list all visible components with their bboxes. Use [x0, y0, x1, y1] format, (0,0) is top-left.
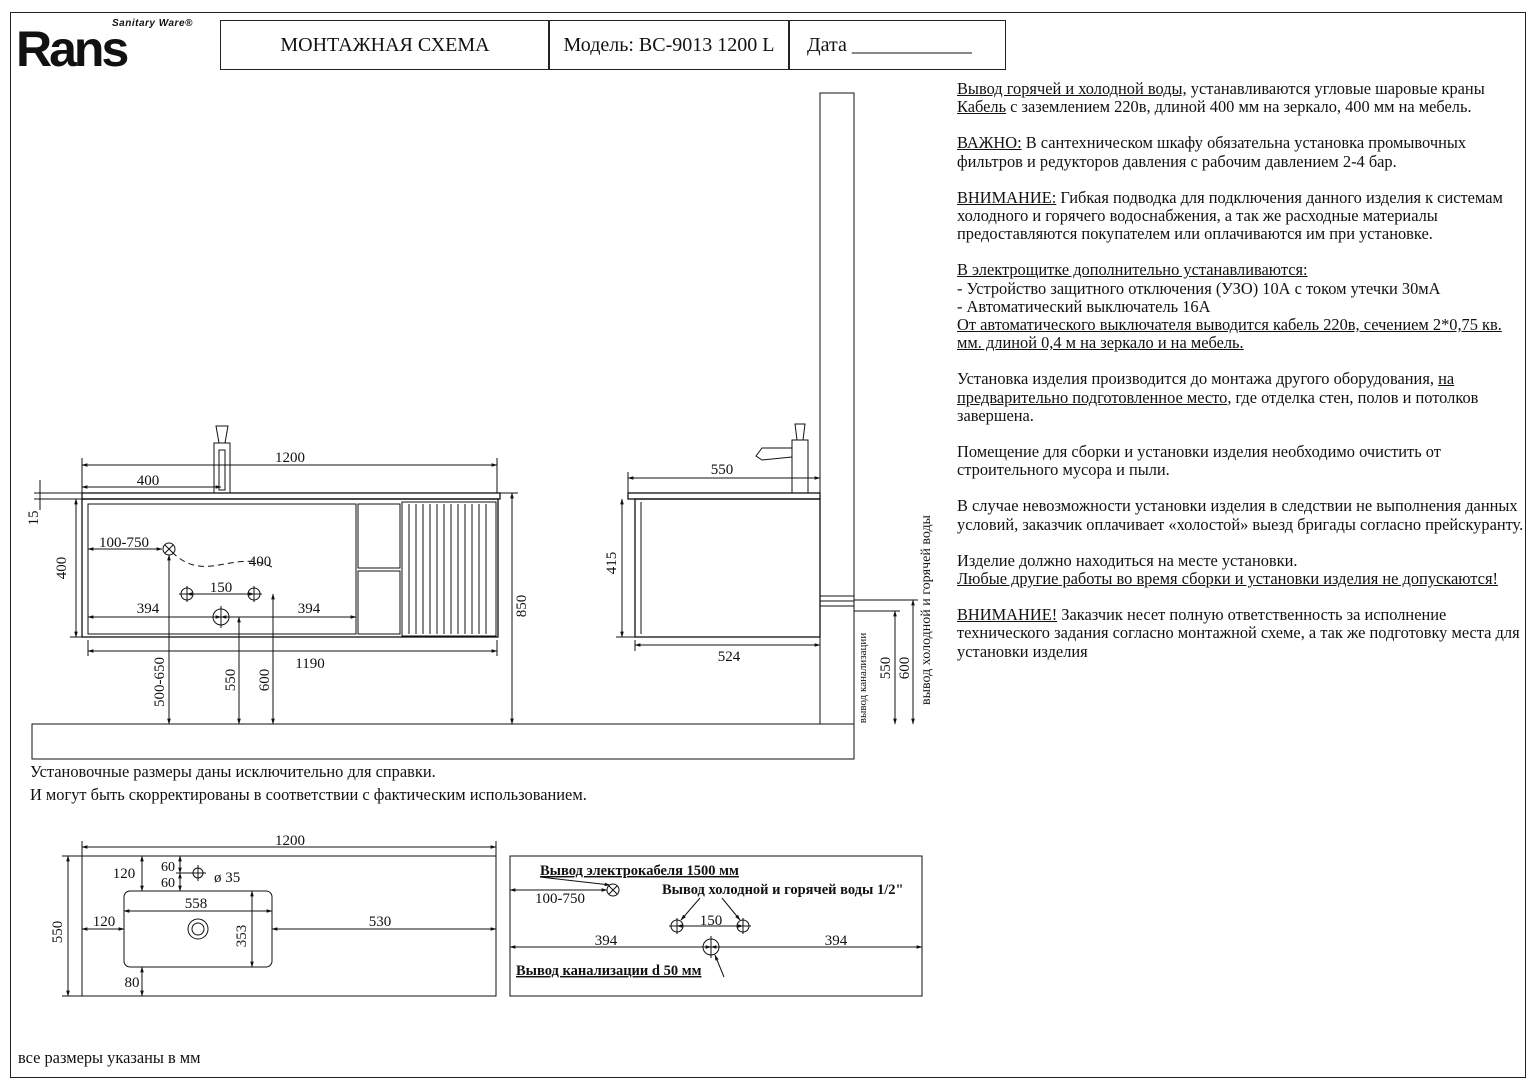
- basin-drain-inner: [192, 923, 204, 935]
- note-cleaning: Помещение для сборки и установки изделия необходимо очистить от строительного мусора и пыли.: [957, 442, 1441, 480]
- basin-drain: [188, 919, 208, 939]
- note-attention-label: ВНИМАНИЕ:: [957, 187, 1057, 207]
- footnote-line-2: И могут быть скорректированы в соответствии с фактическим использованием.: [30, 785, 587, 804]
- dim-top-60b: 60: [161, 876, 175, 891]
- dim-drain-550: 550: [223, 668, 239, 692]
- dim-faucet-400: 400: [136, 473, 160, 489]
- label-water-half-inch: Вывод холодной и горячей воды 1/2": [662, 882, 904, 898]
- model-cell: Модель: BC-9013 1200 L: [548, 20, 790, 70]
- dim-top-15: 15: [26, 510, 42, 526]
- dim-top-1200: 1200: [275, 833, 305, 849]
- dim-cable-100-750: 100-750: [99, 535, 149, 551]
- label-drain-outlet: вывод канализации: [857, 632, 869, 724]
- footnote-line-1: Установочные размеры даны исключительно для справки.: [30, 762, 436, 781]
- note-water-outlet-text: устанавливаются угловые шаровые краны: [1186, 79, 1485, 98]
- note-install-text-end: , где отделка стен, полов и потолков завершена.: [957, 387, 1479, 425]
- title-cell: МОНТАЖНАЯ СХЕМА: [220, 20, 550, 70]
- dim-water-600: 600: [257, 668, 273, 692]
- dim-conn-100-750: 100-750: [535, 891, 585, 907]
- note-important-text: В сантехническом шкафу обязательна установка промывочных фильтров и редукторов давления с рабочим давлением 2-4 бар.: [957, 133, 1467, 171]
- note-cable-text: с заземлением 220в, длиной 400 мм на зеркало, 400 мм на мебель.: [1006, 97, 1472, 117]
- dim-top-120: 120: [112, 866, 136, 882]
- note-water-outlet-label: Вывод горячей и холодной воды,: [957, 79, 1187, 98]
- faucet-front: [214, 426, 230, 493]
- dim-conn-150: 150: [699, 913, 723, 929]
- dim-height-400: 400: [54, 556, 70, 580]
- label-cable-outlet: Вывод электрокабеля 1500 мм: [540, 863, 739, 879]
- fluted-panel: [402, 502, 496, 636]
- label-water-outlet: вывод холодной и горячей воды: [919, 515, 934, 705]
- dim-bottom-80: 80: [124, 975, 140, 991]
- dim-depth-550-top: 550: [50, 920, 66, 944]
- units-note: все размеры указаны в мм: [18, 1048, 201, 1067]
- note-idle-visit: В случае невозможности установки изделия в следствии не выполнения данных условий, заказчик оплачивает «холостой» выезд бригады согласно прейскуранту.: [957, 496, 1524, 534]
- dim-depth-524: 524: [717, 649, 741, 665]
- dim-conn-394-right: 394: [824, 933, 848, 949]
- note-attention-text: Гибкая подводка для подключения данного изделия к системам холодного и горячего водоснабжения, а так же расходные материалы предоставляются покупателем или оплачиваются им при установке.: [957, 187, 1503, 244]
- dim-depth-550: 550: [710, 462, 734, 478]
- note-important-label: ВАЖНО:: [957, 133, 1022, 153]
- dim-drain-394-left: 394: [136, 601, 160, 617]
- note-install-underlined: на предварительно подготовленное место: [957, 369, 1455, 407]
- shelf-upper: [358, 504, 400, 568]
- brand-name: Rans: [16, 21, 127, 77]
- dim-side-600: 600: [897, 656, 913, 680]
- note-install-text: Установка изделия производится до монтажа другого оборудования,: [957, 369, 1439, 389]
- shelf-lower: [358, 571, 400, 634]
- note-location: Изделие должно находиться на месте установки.: [957, 550, 1298, 570]
- date-cell: Дата ____________: [788, 20, 1006, 70]
- dim-conn-394-left: 394: [594, 933, 618, 949]
- dim-drain-394-right: 394: [297, 601, 321, 617]
- counter-top: [82, 493, 500, 499]
- brand-subtitle: Sanitary Ware®: [112, 18, 193, 29]
- note-other-works: Любые другие работы во время сборки и установки изделия не допускаются!: [957, 569, 1498, 589]
- dim-height-415: 415: [604, 551, 620, 575]
- faucet-side: [756, 424, 808, 493]
- side-counter-top: [628, 493, 820, 499]
- dim-cable-400: 400: [248, 554, 272, 570]
- dim-top-60a: 60: [161, 860, 175, 875]
- dim-basin-353: 353: [234, 924, 250, 948]
- note-panel-item: - Устройство защитного отключения (УЗО) 10А с током утечки 30мА: [957, 278, 1441, 298]
- side-cabinet: [635, 499, 820, 637]
- note-responsibility-label: ВНИМАНИЕ!: [957, 605, 1058, 625]
- dim-width-1190: 1190: [295, 656, 325, 672]
- dim-basin-558: 558: [184, 896, 208, 912]
- dim-height-850: 850: [514, 594, 530, 618]
- top-counter-outline: [82, 856, 496, 996]
- note-panel-cable: От автоматического выключателя выводится кабель 220в, сечением 2*0,75 кв. мм. длиной 0,4 м на зеркало и на мебель.: [957, 315, 1502, 353]
- top-view: [62, 841, 496, 996]
- note-panel-item: - Автоматический выключатель 16А: [957, 296, 1211, 316]
- dim-left-120: 120: [92, 914, 116, 930]
- dim-cable-500-650: 500-650: [152, 657, 168, 707]
- dim-side-550: 550: [878, 656, 894, 680]
- dim-water-150: 150: [209, 580, 233, 596]
- wall: [820, 93, 854, 724]
- floor: [32, 724, 854, 759]
- note-panel-label: В электрощитке дополнительно устанавливаются:: [957, 260, 1308, 280]
- note-responsibility-text: Заказчик несет полную ответственность за исполнение технического задания согласно монтажной схеме, а так же подготовку места для установки изделия: [957, 605, 1520, 661]
- note-cable-label: Кабель: [957, 97, 1007, 117]
- label-drain-50: Вывод канализации d 50 мм: [516, 963, 702, 979]
- side-view: [616, 424, 918, 724]
- dim-right-530: 530: [368, 914, 392, 930]
- dim-width-1200: 1200: [275, 450, 305, 466]
- dim-hole-35: ø 35: [214, 870, 241, 886]
